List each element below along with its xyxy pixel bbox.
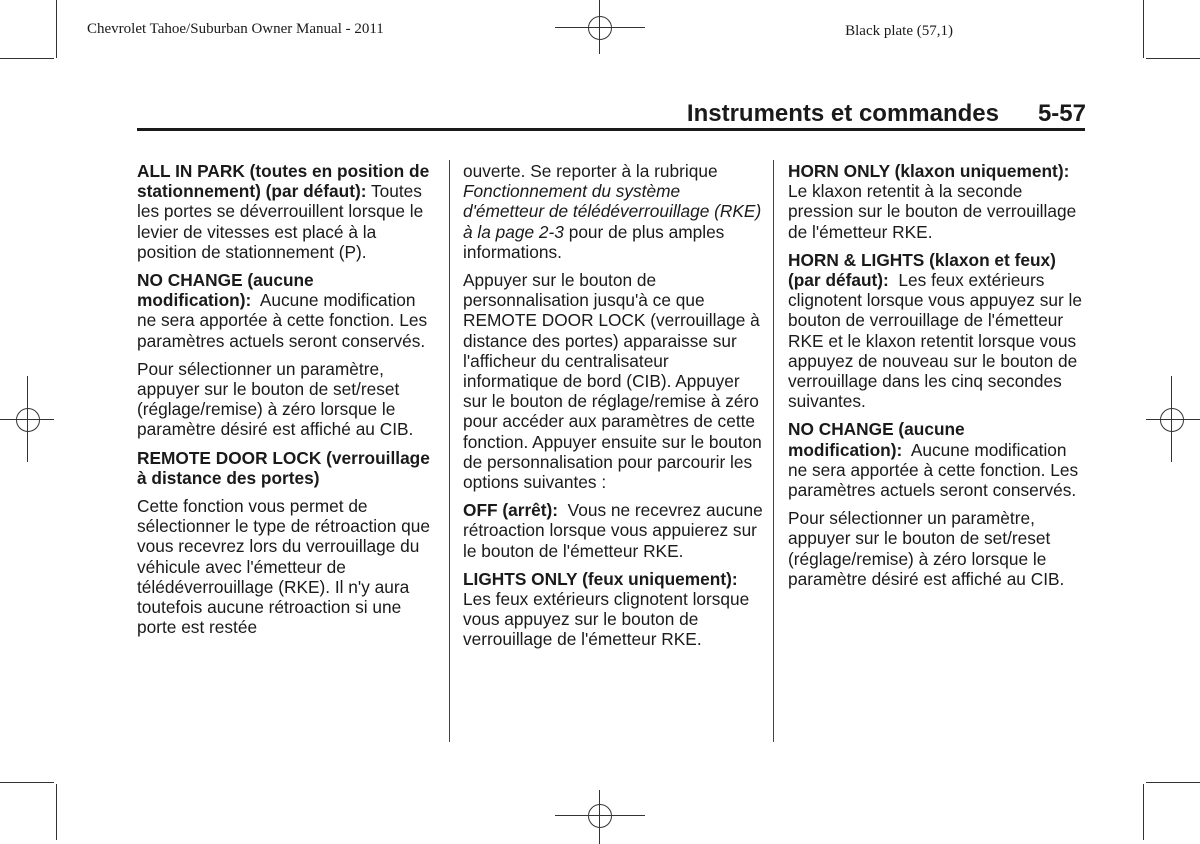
crop-mark [1146,58,1200,59]
plate-label: Black plate (57,1) [845,23,953,39]
crop-mark [1143,784,1144,840]
paragraph-text: Aucune modification ne sera apportée à cette fonction. Les paramètres actuels seront conservés. [137,290,428,351]
cross-reference: Fonctionnement du système d'émetteur de télédéverrouillage (RKE) à la page 2-3 [463,181,762,242]
paragraph-text: ouverte. Se reporter à la rubrique [463,161,718,181]
term: ALL IN PARK (toutes en position de stationnement) (par défaut): [137,161,430,202]
paragraph [463,500,763,561]
paragraph-text: pour de plus amples informations. [463,221,725,262]
registration-mark-bottom [580,796,620,836]
paragraph-text: Aucune modification ne sera apportée à cette fonction. Les paramètres actuels seront conservés. [788,439,1079,501]
crop-mark [56,0,57,58]
crop-mark [0,58,54,59]
page-number: 5-57 [1037,100,1086,127]
crop-mark [1146,782,1200,783]
registration-mark-right [1152,400,1192,440]
column-divider [449,160,450,742]
crop-mark [56,784,57,840]
term: OFF (arrêt): [463,500,559,521]
paragraph [463,569,763,650]
paragraph: Cette fonction vous permet de sélectionner le type de rétroaction que vous recevrez lors du verrouillage du véhicule avec l'émetteur de télédéverrouillage (RKE). Il n'y aura toutefois aucune rétroaction si une porte est restée [137,496,431,638]
paragraph [788,250,1088,412]
section-title: Instruments et commandes [686,100,999,127]
term: LIGHTS ONLY (feux uniquement): [463,568,738,589]
paragraph-text: Toutes les portes se déverrouillent lorsque le levier de vitesses est placé à la position de stationnement (P). [137,181,424,262]
registration-mark-left [8,400,48,440]
paragraph [137,270,437,351]
term: HORN & LIGHTS (klaxon et feux) (par défaut): [788,249,1056,291]
paragraph [788,419,1088,500]
text-column-3 [788,161,1088,597]
subheading: REMOTE DOOR LOCK (verrouillage à distance des portes) [137,447,430,488]
paragraph-text: Vous ne recevrez aucune rétroaction lorsque vous appuierez sur le bouton de l'émetteur RKE. [463,500,763,561]
paragraph: Pour sélectionner un paramètre, appuyer sur le bouton de set/reset (réglage/remise) à zéro lorsque le paramètre désiré est affiché au CIB. [788,508,1065,589]
crop-mark [1143,0,1144,58]
book-title: Chevrolet Tahoe/Suburban Owner Manual - 2011 [87,21,384,37]
paragraph [463,161,763,262]
crop-mark [0,782,54,783]
header-rule [137,128,1085,131]
term: HORN ONLY (klaxon uniquement): [788,161,1070,181]
term: NO CHANGE (aucune modification): [788,419,965,460]
paragraph: Appuyer sur le bouton de personnalisation jusqu'à ce que REMOTE DOOR LOCK (verrouillage à distance des portes) apparaisse sur l'afficheur du centralisateur informatique de bord (CIB). Appuyer sur le bouton de réglage/remise à zéro pour accéder aux paramètres de cette fonction. Appuyer ensuite sur le bouton de personnalisation pour parcourir les options suivantes : [463,270,762,493]
paragraph [137,161,437,262]
column-divider [773,160,774,742]
text-column-2 [463,161,763,658]
paragraph-text: Le klaxon retentit à la seconde pression sur le bouton de verrouillage de l'émetteur RKE. [788,181,1077,242]
term: NO CHANGE (aucune modification): [137,270,314,311]
paragraph: Pour sélectionner un paramètre, appuyer sur le bouton de set/reset (réglage/remise) à zéro lorsque le paramètre désiré est affiché au CIB. [137,358,414,440]
paragraph-text: Les feux extérieurs clignotent lorsque vous appuyez sur le bouton de verrouillage de l'émetteur RKE et le klaxon retentit lorsque vous appuyez de nouveau sur le bouton de verrouillage dans les cinq secondes suivantes. [788,270,1082,412]
paragraph-text: Les feux extérieurs clignotent lorsque vous appuyez sur le bouton de verrouillage de l'émetteur RKE. [463,589,750,650]
text-column-1 [137,161,437,645]
paragraph [788,161,1088,242]
registration-mark-top [580,8,620,48]
